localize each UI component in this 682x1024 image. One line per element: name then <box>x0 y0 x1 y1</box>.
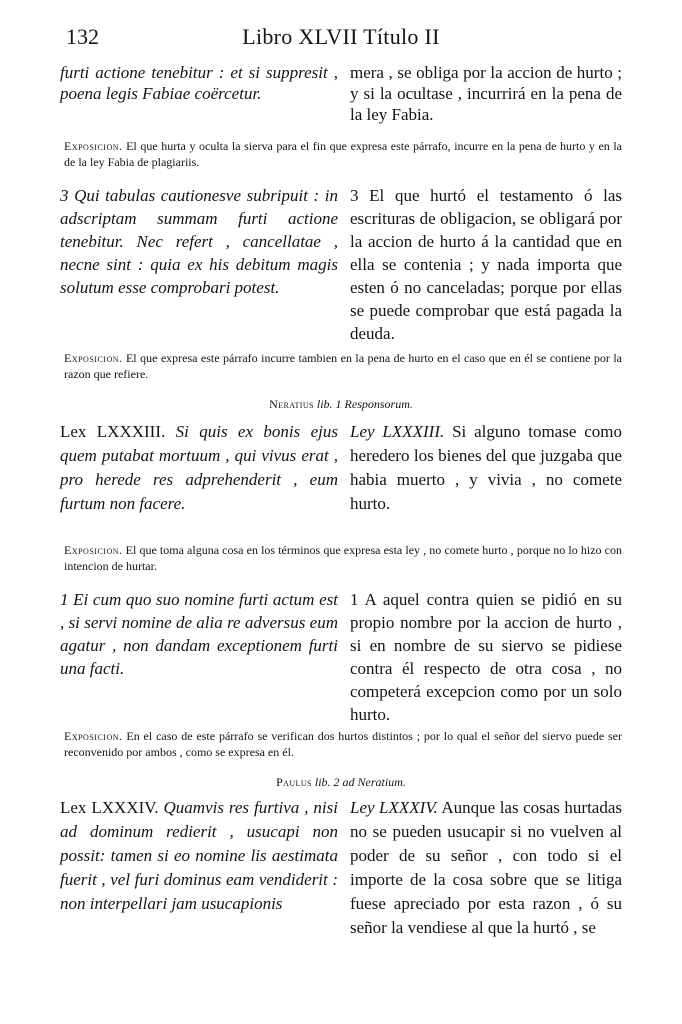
latin-text: furti actione tenebitur : et si suppresit , poena legis Fabiae coërcetur. <box>60 63 338 103</box>
spanish-column <box>350 796 622 940</box>
exposition-text: El que hurta y oculta la sierva para el fin que expresa este párrafo, incurre en la pena de hurto y en la de la ley Fabia de plagiariis. <box>64 139 623 169</box>
source-reference: lib. 1 Responsorum. <box>316 397 413 411</box>
latin-text: 1 Ei cum quo suo nomine furti actum est , si servi nomine de alia re adversus eum agatur , non dandam exceptionem furti una facti. <box>60 590 338 678</box>
exposition-label: Exposicion. <box>64 351 123 365</box>
spanish-text: Si alguno tomase como heredero los bienes del que juzgaba que habia muerto , y vivia , no comete hurto. <box>350 422 623 513</box>
running-title: Libro XLVII Título II <box>242 24 440 49</box>
source-reference: lib. 2 ad Neratium. <box>314 775 406 789</box>
exposition-note <box>64 350 622 382</box>
ley-heading: Ley LXXXIII. <box>350 422 445 441</box>
latin-column <box>60 796 338 940</box>
spanish-text: 3 El que hurtó el testamento ó las escrituras de obligacion, se obligará por la accion de hurto á la cantidad que en ella se contenia ; y nada importa que esten ó no canceladas; porque por ellas se puede comprobar que está pagada la deuda. <box>350 186 622 343</box>
spanish-text: mera , se obliga por la accion de hurto ; y si la ocultase , incurrirá en la pena de la ley Fabia. <box>350 63 622 124</box>
spanish-column <box>350 420 622 516</box>
lex-heading: Lex LXXXIV. <box>60 798 159 817</box>
page-header <box>0 24 682 58</box>
latin-column <box>60 184 338 345</box>
spanish-column <box>350 62 622 125</box>
parallel-text-block <box>60 420 622 516</box>
exposition-label: Exposicion. <box>64 139 123 153</box>
spanish-text: Aunque las cosas hurtadas no se pueden usucapir si no vuelven al poder de su señor , con todo si el importe de la cosa sobre que se litiga fuese apreciado por esta razon , ó su señor la vendiese al que la hurtó , se <box>350 798 623 937</box>
parallel-text-block <box>60 184 622 345</box>
source-attribution <box>0 397 682 412</box>
source-author: Paulus <box>276 775 312 789</box>
exposition-text: El que expresa este párrafo incurre tambien en la pena de hurto en el caso que en él se contiene por la razon que refiere. <box>64 351 623 381</box>
exposition-text: En el caso de este párrafo se verifican dos hurtos distintos ; por lo qual el señor del siervo puede ser reconvenido por ambos , como se expresa en él. <box>64 729 622 759</box>
spanish-column <box>350 588 622 726</box>
latin-text: Si quis ex bonis ejus quem putabat mortuum , qui vivus erat , pro herede res adprehenderit , eum furtum non facere. <box>60 422 338 513</box>
exposition-text: El que toma alguna cosa en los términos que expresa esta ley , no comete hurto , porque no lo hizo con intencion de hurtar. <box>64 543 622 573</box>
lex-heading: Lex LXXXIII. <box>60 422 166 441</box>
exposition-note <box>64 138 622 170</box>
source-author: Neratius <box>269 397 314 411</box>
spanish-text: 1 A aquel contra quien se pidió en su propio nombre por la accion de hurto , si en nombre de su siervo se pidiese contra él respecto de otra cosa , no competerá excepcion como por un solo hurto. <box>350 590 622 724</box>
exposition-label: Exposicion. <box>64 729 123 743</box>
parallel-text-block <box>60 588 622 726</box>
exposition-note <box>64 728 622 760</box>
parallel-text-block <box>60 62 622 125</box>
exposition-note <box>64 542 622 574</box>
latin-text: 3 Qui tabulas cautionesve subripuit : in adscriptam summam furti actione tenebitur. Nec refert , cancellatae , necne sint : quia ex his debitum magis solutum esse comprobari potest. <box>60 186 338 297</box>
parallel-text-block <box>60 796 622 940</box>
latin-text: Quamvis res furtiva , nisi ad dominum redierit , usucapi non possit: tamen si eo nomine lis aestimata fuerit , vel furi dominus eam vendiderit : non interpellari jam usucapionis <box>60 798 338 913</box>
latin-column <box>60 588 338 726</box>
ley-heading: Ley LXXXIV. <box>350 798 438 817</box>
source-attribution <box>0 775 682 790</box>
spanish-column <box>350 184 622 345</box>
exposition-label: Exposicion. <box>64 543 123 557</box>
latin-column <box>60 420 338 516</box>
latin-column <box>60 62 338 125</box>
page-number: 132 <box>66 24 99 49</box>
